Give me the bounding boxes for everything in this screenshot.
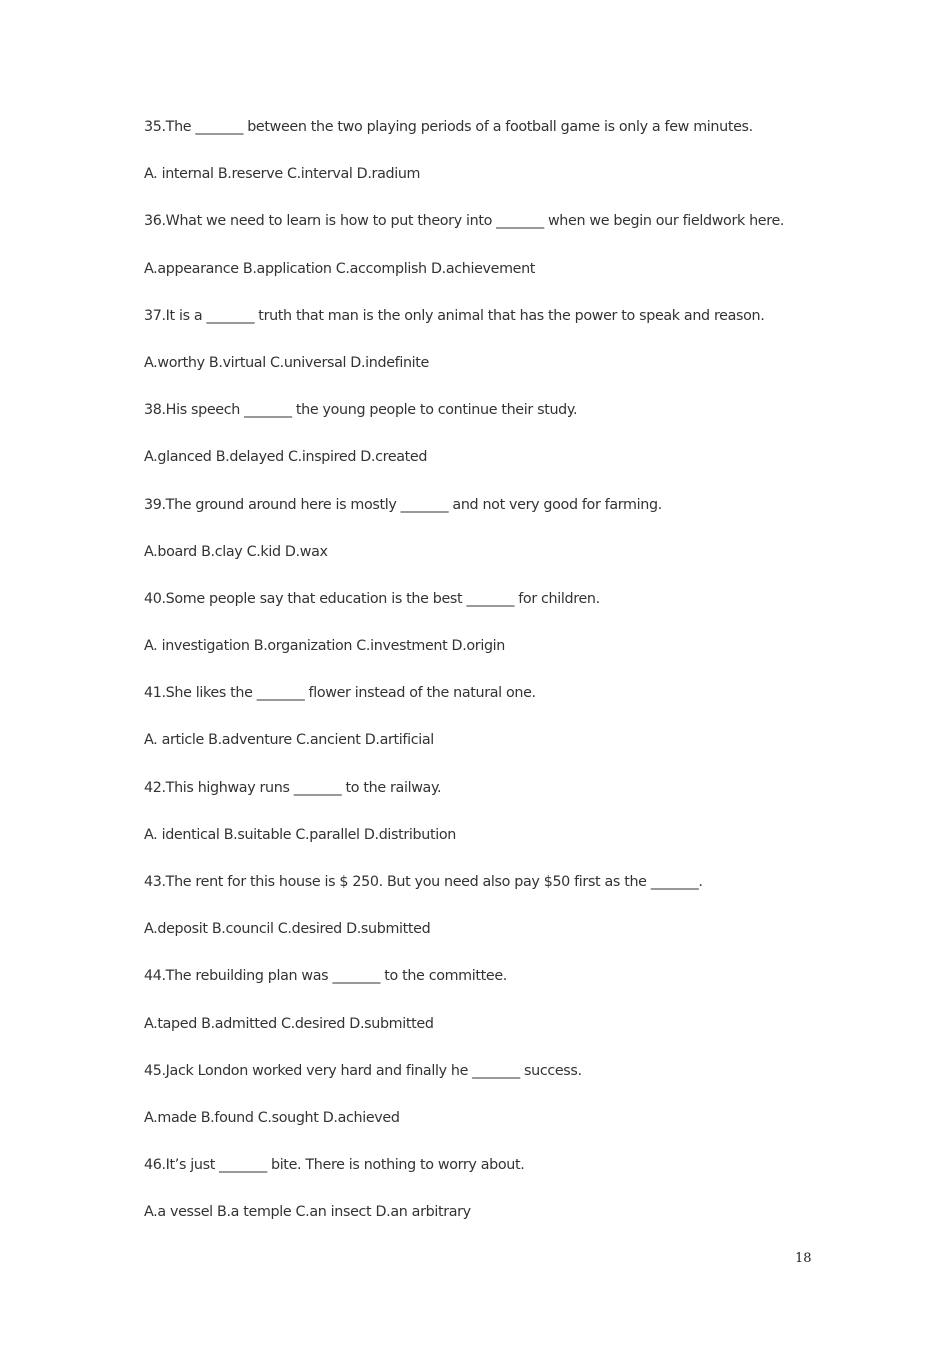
question-36-stem: 36.What we need to learn is how to put theory into _______ when we begin our fieldwork here. bbox=[144, 213, 785, 230]
question-40-stem: 40.Some people say that education is the best _______ for children. bbox=[144, 590, 600, 607]
question-43-options: A.deposit B.council C.desired D.submitted bbox=[144, 921, 431, 938]
page-number: 18 bbox=[795, 1251, 812, 1266]
question-37-options: A.worthy B.virtual C.universal D.indefinite bbox=[144, 354, 430, 371]
question-39-stem: 39.The ground around here is mostly _______ and not very good for farming. bbox=[144, 496, 662, 513]
question-41-stem: 41.She likes the _______ flower instead of the natural one. bbox=[144, 685, 536, 702]
question-45-options: A.made B.found C.sought D.achieved bbox=[144, 1109, 400, 1126]
question-38-stem: 38.His speech _______ the young people to continue their study. bbox=[144, 402, 578, 419]
question-45-stem: 45.Jack London worked very hard and finally he _______ success. bbox=[144, 1062, 582, 1079]
question-42-options: A. identical B.suitable C.parallel D.distribution bbox=[144, 826, 456, 843]
question-42-stem: 42.This highway runs _______ to the railway. bbox=[144, 779, 442, 796]
question-44-options: A.taped B.admitted C.desired D.submitted bbox=[144, 1015, 434, 1032]
question-46-stem: 46.It’s just _______ bite. There is nothing to worry about. bbox=[144, 1157, 525, 1174]
question-39-options: A.board B.clay C.kid D.wax bbox=[144, 543, 328, 560]
question-40-options: A. investigation B.organization C.investment D.origin bbox=[144, 638, 506, 655]
question-41-options: A. article B.adventure C.ancient D.artificial bbox=[144, 732, 434, 749]
question-37-stem: 37.It is a _______ truth that man is the only animal that has the power to speak and reason. bbox=[144, 307, 765, 324]
question-36-options: A.appearance B.application C.accomplish D.achievement bbox=[144, 260, 536, 277]
question-46-options: A.a vessel B.a temple C.an insect D.an arbitrary bbox=[144, 1204, 471, 1221]
question-35-options: A. internal B.reserve C.interval D.radium bbox=[144, 166, 421, 183]
question-44-stem: 44.The rebuilding plan was _______ to the committee. bbox=[144, 968, 507, 985]
question-43-stem: 43.The rent for this house is $ 250. But you need also pay $50 first as the _______. bbox=[144, 874, 703, 890]
question-35-stem: 35.The _______ between the two playing periods of a football game is only a few minutes. bbox=[144, 119, 753, 135]
question-38-options: A.glanced B.delayed C.inspired D.created bbox=[144, 449, 428, 466]
question-list bbox=[144, 117, 844, 1250]
